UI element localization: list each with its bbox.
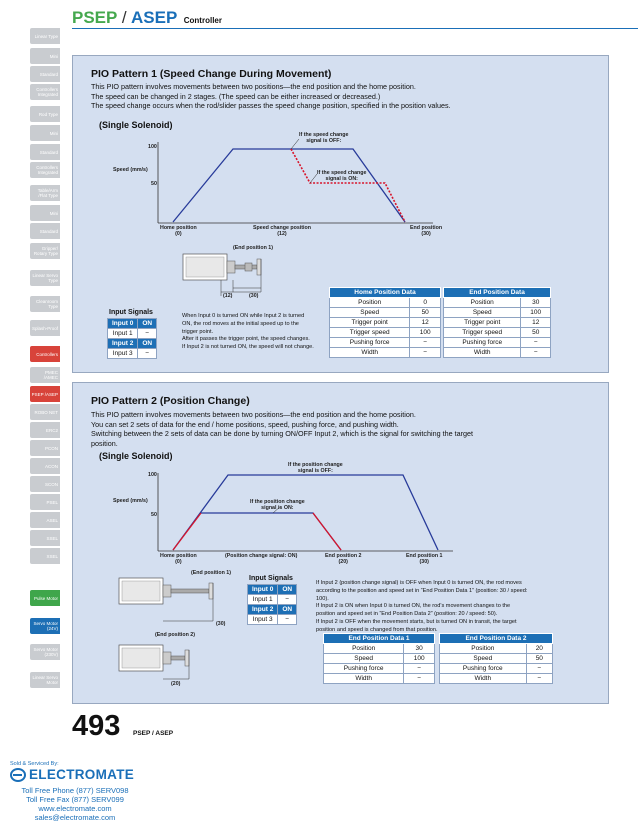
cell: Speed <box>444 308 521 318</box>
signal-state: − <box>278 615 297 625</box>
home-position-table <box>329 287 441 358</box>
table-title: End Position Data 2 <box>440 634 553 644</box>
side-tab[interactable]: Pulse Motor <box>30 590 60 606</box>
signal-name: Input 2 <box>248 605 278 615</box>
y-axis-label: Speed (mm/s) <box>113 498 148 504</box>
side-tab[interactable]: Controllers <box>30 346 60 362</box>
cell: − <box>404 674 435 684</box>
signal-name: Input 2 <box>108 339 138 349</box>
note-line: When Input 0 is turned ON while Input 2 is turned <box>182 313 305 319</box>
desc-line: The speed change occurs when the rod/slider passes the speed change position, specified in the position values. <box>91 101 451 110</box>
email-link[interactable]: sales@electromate.com <box>34 813 116 822</box>
cell: 0 <box>410 298 441 308</box>
cell: − <box>526 674 552 684</box>
note-line: After it passes the trigger point, the speed changes. <box>182 336 310 343</box>
signal-state: − <box>278 595 297 605</box>
side-tab[interactable]: Standard <box>30 144 60 160</box>
x-change-label: Speed change position (12) <box>253 225 311 237</box>
note-line: trigger point. <box>182 328 214 335</box>
toll-free-phone: Toll Free Phone (877) SERV098 <box>21 786 129 795</box>
end-position-2-label: (End position 2) <box>155 632 196 638</box>
input-signals-table <box>107 318 157 359</box>
side-tab[interactable]: Mini <box>30 205 60 221</box>
cell: Pushing force <box>440 664 527 674</box>
page-label: PSEP / ASEP <box>133 730 174 737</box>
leader-line <box>291 139 299 149</box>
side-tab[interactable]: Rod Type <box>30 106 60 122</box>
header-controller: Controller <box>183 16 222 25</box>
side-tab[interactable]: Table/Arm /Flat Type <box>30 185 60 201</box>
cell: 12 <box>410 318 441 328</box>
off-signal-label: If the position change signal is OFF: <box>288 462 343 474</box>
pio-pattern-1-panel <box>72 55 609 373</box>
cell: Speed <box>330 308 410 318</box>
on-signal-label: If the position change signal is ON: <box>250 499 305 511</box>
side-tab[interactable]: PSEL <box>30 494 60 510</box>
desc-line: The speed can be changed in 2 stages. (The speed can be either increased or decreased.) <box>91 91 381 101</box>
side-tab[interactable]: XSEL <box>30 548 60 564</box>
side-tab[interactable]: PMEC /AMEC <box>30 367 60 383</box>
cell: − <box>521 348 551 358</box>
y-tick-50: 50 <box>151 181 157 187</box>
cell: Position <box>324 644 404 654</box>
note-line: according to the position and speed set in “End Position Data 1” (position: 30 / speed: <box>316 587 528 594</box>
desc-line: Switching between the 2 sets of data can be done by turning ON/OFF Input 2, which is the signal for switching the target <box>91 429 473 438</box>
cell: 50 <box>526 654 552 664</box>
side-tab[interactable]: ACON <box>30 458 60 474</box>
speed-profile-line <box>201 513 341 550</box>
end-position-1-label: (End position 1) <box>191 570 232 576</box>
dim-30: (30) <box>216 621 226 627</box>
cell: Trigger point <box>444 318 521 328</box>
side-tab[interactable]: Linear Servo Motor <box>30 672 60 688</box>
electromate-logo <box>10 761 140 782</box>
header-divider <box>72 28 638 29</box>
table-title: End Position Data <box>444 288 551 298</box>
signal-row <box>108 339 157 349</box>
side-tab[interactable]: Gripper/ Rotary Type <box>30 243 60 259</box>
note-line: If Input 2 is OFF when the movement starts, but is turned ON in transit, the target <box>316 618 517 625</box>
cell: Position <box>440 644 527 654</box>
side-tab[interactable]: SCON <box>30 476 60 492</box>
leader-line <box>310 174 317 183</box>
signal-name: Input 0 <box>248 585 278 595</box>
cell: − <box>410 348 441 358</box>
pattern2-notes <box>316 580 561 635</box>
end-position-2-table <box>439 633 553 684</box>
side-tab[interactable]: Standard <box>30 223 60 239</box>
cell: 50 <box>410 308 441 318</box>
x-end-label: End position (30) <box>410 225 443 237</box>
speed-on-line <box>291 149 405 222</box>
signal-row <box>108 349 157 359</box>
side-tab[interactable]: Splash-Proof <box>30 320 60 336</box>
electromate-e-icon <box>10 768 26 782</box>
x-home-label: Home position (0) <box>160 553 197 565</box>
signal-row <box>108 329 157 339</box>
side-tab[interactable]: Mini <box>30 125 60 141</box>
signal-state: − <box>138 329 157 339</box>
cell: − <box>404 664 435 674</box>
cell: 30 <box>404 644 435 654</box>
cell: 20 <box>526 644 552 654</box>
cell: − <box>410 338 441 348</box>
signal-row <box>248 595 297 605</box>
input-signals-table <box>247 584 297 625</box>
cell: Speed <box>324 654 404 664</box>
cell: 50 <box>521 328 551 338</box>
speed-off-line <box>173 149 405 222</box>
toll-free-fax: Toll Free Fax (877) SERV099 <box>26 795 124 804</box>
x-home-label: Home position (0) <box>160 225 197 237</box>
cell: − <box>521 338 551 348</box>
cell: Width <box>444 348 521 358</box>
sold-by-label: Sold & Serviced By: <box>10 761 59 767</box>
desc-line: This PIO pattern involves movements between two positions—the end position and the home position. <box>91 410 416 419</box>
pattern1-notes <box>182 313 342 352</box>
signal-state: − <box>138 349 157 359</box>
page-header <box>72 8 222 28</box>
actuator-drawing-2 <box>119 578 213 679</box>
signals-title: Input Signals <box>109 309 153 316</box>
note-line: position and speed is changed from that position. <box>316 626 438 633</box>
cell: Pushing force <box>324 664 404 674</box>
cell: 30 <box>521 298 551 308</box>
signal-state: ON <box>138 339 157 349</box>
side-tab[interactable]: Controllers Integrated <box>30 162 60 178</box>
cell: Trigger speed <box>330 328 410 338</box>
cell: Pushing force <box>330 338 410 348</box>
y-tick-100: 100 <box>148 144 157 150</box>
side-tab[interactable]: PSEP /ASEP <box>30 386 60 402</box>
note-line: ON, the rod moves at the initial speed up to the <box>182 320 299 327</box>
side-tab[interactable]: ASEL <box>30 512 60 528</box>
x-change-label: (Position change signal: ON) <box>225 553 298 559</box>
side-tab[interactable]: SSEL <box>30 530 60 546</box>
y-tick-100: 100 <box>148 472 157 478</box>
signal-row <box>248 585 297 595</box>
end-position-label: (End position 1) <box>233 245 274 251</box>
signal-name: Input 1 <box>248 595 278 605</box>
side-tab[interactable]: Servo Motor (230V) <box>30 644 60 660</box>
side-tab[interactable]: Cleanroom Type <box>30 296 60 312</box>
cell: Width <box>440 674 527 684</box>
header-slash: / <box>121 8 127 27</box>
x-end2-label: End position 2 (20) <box>325 553 362 565</box>
side-tab[interactable]: ROBO NET <box>30 404 60 420</box>
cell: Width <box>324 674 404 684</box>
page-number: 493 <box>72 710 121 742</box>
note-line: If Input 2 (position change signal) is OFF when Input 0 is turned ON, the rod moves <box>316 580 522 586</box>
side-tab[interactable]: Mini <box>30 48 60 64</box>
pio-pattern-2-panel <box>72 382 609 704</box>
side-tab[interactable]: Linear Servo Type <box>30 270 60 286</box>
desc-line: This PIO pattern involves movements between two positions—the end position and the home position. <box>91 82 416 91</box>
speed-on-line <box>313 513 341 550</box>
pattern1-title: PIO Pattern 1 (Speed Change During Movement) <box>91 68 332 80</box>
off-signal-label: If the speed change signal is OFF: <box>299 132 349 144</box>
signal-state: ON <box>138 319 157 329</box>
contact-info <box>10 786 140 822</box>
note-line: If Input 2 is not turned ON, the speed will not change. <box>182 344 314 351</box>
pattern2-title: PIO Pattern 2 (Position Change) <box>91 395 250 407</box>
desc-line: You can set 2 sets of data for the end / home positions, speed, pushing force, and pushing width. <box>91 419 399 429</box>
signal-row <box>108 319 157 329</box>
signal-name: Input 1 <box>108 329 138 339</box>
signal-state: ON <box>278 585 297 595</box>
side-tab[interactable]: Servo Motor (24V) <box>30 618 60 634</box>
x-end1-label: End position 1 (30) <box>406 553 443 565</box>
note-line: If Input 2 is ON when Input 0 is turned ON, the rod's movement changes to the <box>316 603 511 610</box>
signal-name: Input 3 <box>108 349 138 359</box>
cell: Width <box>330 348 410 358</box>
dim-20: (20) <box>171 681 181 687</box>
website-link[interactable]: www.electromate.com <box>38 804 112 813</box>
cell: 100 <box>404 654 435 664</box>
cell: Speed <box>440 654 527 664</box>
header-psep: PSEP <box>72 8 118 27</box>
signal-row <box>248 605 297 615</box>
desc-line: position. <box>91 438 118 448</box>
end-position-1-table <box>323 633 435 684</box>
cell: Position <box>330 298 410 308</box>
cell: Pushing force <box>444 338 521 348</box>
cell: Trigger speed <box>444 328 521 338</box>
y-axis-label: Speed (mm/s) <box>113 167 148 173</box>
speed-on-line <box>173 513 201 550</box>
signal-name: Input 3 <box>248 615 278 625</box>
y-tick-50: 50 <box>151 512 157 518</box>
signals-title: Input Signals <box>249 575 293 582</box>
table-title: Home Position Data <box>330 288 441 298</box>
header-asep: ASEP <box>131 8 178 27</box>
table-title: End Position Data 1 <box>324 634 435 644</box>
cell: 100 <box>521 308 551 318</box>
dim-30: (30) <box>249 293 259 299</box>
note-line: 100). <box>316 595 329 602</box>
side-tab[interactable]: Standard <box>30 66 60 82</box>
cell: Position <box>444 298 521 308</box>
end-position-table <box>443 287 551 358</box>
signal-row <box>248 615 297 625</box>
actuator-drawing-1 <box>183 254 261 296</box>
on-signal-label: If the speed change signal is ON: <box>317 170 367 182</box>
cell: 100 <box>410 328 441 338</box>
side-tab[interactable]: PCON <box>30 440 60 456</box>
pattern2-subtitle: (Single Solenoid) <box>99 451 173 461</box>
cell: 12 <box>521 318 551 328</box>
note-line: position and speed set in “End Position Data 2” (position: 20 / speed: 50). <box>316 611 498 618</box>
side-tab[interactable]: Linear Type <box>30 28 60 44</box>
pattern1-subtitle: (Single Solenoid) <box>99 120 173 130</box>
side-tab[interactable]: Controllers Integrated <box>30 84 60 100</box>
signal-name: Input 0 <box>108 319 138 329</box>
brand-name <box>10 767 140 782</box>
side-tab[interactable]: ERC2 <box>30 422 60 438</box>
brand-text: ELECTROMATE <box>29 767 135 782</box>
dim-12: (12) <box>223 293 233 299</box>
signal-state: ON <box>278 605 297 615</box>
cell: Trigger point <box>330 318 410 328</box>
cell: − <box>526 664 552 674</box>
